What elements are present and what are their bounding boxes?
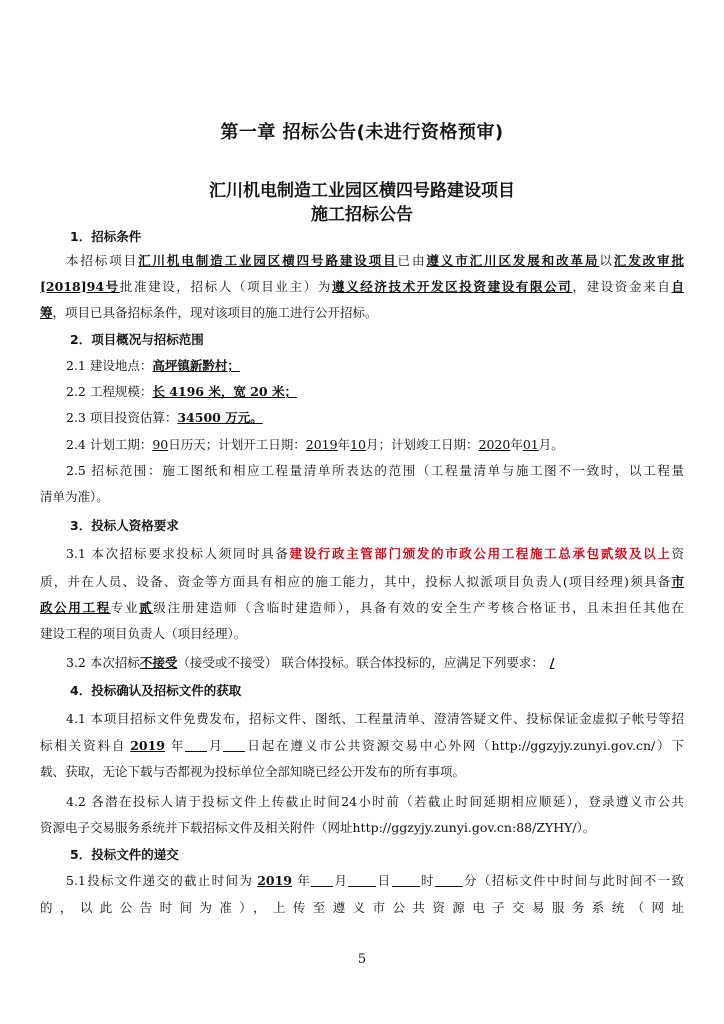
section-5-heading: 5．投标文件的递交 bbox=[70, 847, 179, 862]
section-1-heading: 1．招标条件 bbox=[70, 229, 142, 244]
section-2-item-2-5: 2.5 招标范围：施工图纸和相应工程量清单所表达的范围（工程量清单与施工图不一致时，以工程量 bbox=[66, 463, 684, 478]
section-4-item-4-1-cont: 标相关资料自 2019 年 月 日起在遵义市公共资源交易中心外网（http://ggzyjy.zunyi.gov.cn/）下 bbox=[40, 738, 684, 753]
section-2-item-2-4: 2.4 计划工期：90日历天；计划开工日期：2019年10月；计划竣工日期：2020年01月。 bbox=[66, 437, 564, 452]
section-3-item-3-1-cont: 建设工程的项目负责人（项目经理）。 bbox=[40, 626, 247, 641]
section-4-heading: 4．投标确认及招标文件的获取 bbox=[70, 683, 242, 698]
section-3-item-3-1-cont: 政公用工程专业贰级注册建造师（含临时建造师），具备有效的安全生产考核合格证书，且未担任其他在 bbox=[40, 600, 684, 615]
section-4-item-4-2: 4.2 各潜在投标人请于投标文件上传截止时间24小时前（若截止时间延期相应顺延），登录遵义市公共 bbox=[66, 794, 684, 809]
section-3-item-3-2: 3.2 本次招标不接受（接受或不接受） 联合体投标。联合体投标的，应满足下列要求： / bbox=[66, 655, 555, 670]
section-2-heading: 2．项目概况与招标范围 bbox=[70, 332, 204, 347]
section-2-item-2-5-cont: 清单为准）。 bbox=[40, 489, 109, 504]
section-4-item-4-1: 4.1 本项目招标文件免费发布，招标文件、图纸、工程量清单、澄清答疑文件、投标保证金虚拟子帐号等招 bbox=[66, 711, 684, 726]
section-5-item-5-1-cont: 的，以此公告时间为准），上传至遵义市公共资源电子交易服务系统（网址 bbox=[40, 900, 684, 915]
section-2-item-2-1: 2.1 建设地点：高坪镇新黔村； bbox=[66, 358, 240, 373]
section-2-item-2-2: 2.2 工程规模：长 4196 米，宽 20 米； bbox=[66, 384, 297, 399]
section-4-item-4-2-cont: 资源电子交易服务系统并下载招标文件及相关附件（网址http://ggzyjy.zunyi.gov.cn:88/ZYHY/）。 bbox=[40, 820, 596, 835]
chapter-title: 第一章 招标公告(未进行资格预审) bbox=[220, 122, 504, 143]
section-3-item-3-1-cont: 质，并在人员、设备、资金等方面具有相应的施工能力，其中，投标人拟派项目负责人(项目经理)须具备市 bbox=[40, 574, 684, 589]
notice-title-line-1: 汇川机电制造工业园区横四号路建设项目 bbox=[209, 181, 515, 201]
section-1-para-line: [2018]94号批准建设，招标人（项目业主）为遵义经济技术开发区投资建设有限公司，建设资金来自自 bbox=[40, 279, 684, 294]
page-number: 5 bbox=[357, 952, 367, 967]
section-3-heading: 3．投标人资格要求 bbox=[70, 518, 179, 533]
notice-title-line-2: 施工招标公告 bbox=[311, 205, 413, 225]
section-1-para-line: 本招标项目汇川机电制造工业园区横四号路建设项目已由遵义市汇川区发展和改革局以汇发改审批 bbox=[66, 253, 684, 268]
section-1-para-line: 筹，项目已具备招标条件，现对该项目的施工进行公开招标。 bbox=[40, 305, 378, 320]
section-4-item-4-1-cont: 载、获取，无论下载与否都视为投标单位全部知晓已经公开发布的所有事项。 bbox=[40, 764, 466, 779]
section-3-item-3-1: 3.1 本次招标要求投标人须同时具备建设行政主管部门颁发的市政公用工程施工总承包贰级及以上资 bbox=[66, 546, 684, 561]
section-5-item-5-1: 5.1投标文件递交的截止时间为 2019 年 月 日 时 分（招标文件中时间与此时间不一致 bbox=[66, 873, 684, 888]
section-2-item-2-3: 2.3 项目投资估算：34500 万元。 bbox=[66, 410, 263, 425]
